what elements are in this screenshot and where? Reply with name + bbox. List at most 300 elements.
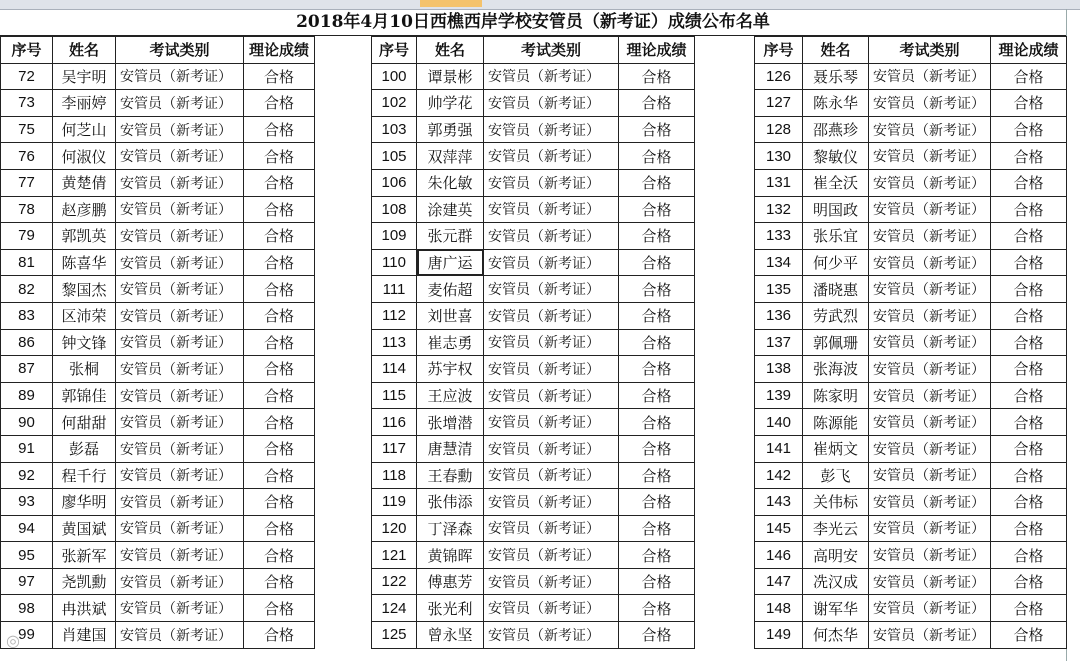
name-cell[interactable]: 张新军 [53, 542, 116, 569]
name-cell[interactable]: 冼汉成 [803, 568, 869, 595]
seq-cell[interactable]: 124 [372, 595, 417, 622]
seq-cell[interactable]: 95 [1, 542, 53, 569]
score-cell[interactable]: 合格 [619, 276, 695, 303]
type-cell[interactable]: 安管员（新考证） [869, 409, 991, 436]
seq-cell[interactable]: 99 [1, 622, 53, 649]
seq-cell[interactable]: 82 [1, 276, 53, 303]
table-row [372, 542, 695, 569]
seq-header[interactable]: 序号 [1, 37, 53, 64]
seq-cell[interactable]: 76 [1, 143, 53, 170]
name-header[interactable]: 姓名 [53, 37, 116, 64]
name-header[interactable]: 姓名 [417, 37, 484, 64]
score-cell[interactable]: 合格 [244, 462, 315, 489]
score-cell[interactable]: 合格 [991, 462, 1067, 489]
type-cell[interactable]: 安管员（新考证） [484, 568, 619, 595]
name-cell[interactable]: 赵彦鹏 [53, 196, 116, 223]
seq-cell[interactable]: 119 [372, 489, 417, 516]
seq-cell[interactable]: 111 [372, 276, 417, 303]
score-cell[interactable]: 合格 [619, 223, 695, 250]
seq-cell[interactable]: 108 [372, 196, 417, 223]
name-cell[interactable]: 陈喜华 [53, 249, 116, 276]
seq-cell[interactable]: 100 [372, 63, 417, 90]
score-cell[interactable]: 合格 [991, 223, 1067, 250]
name-cell[interactable]: 张伟添 [417, 489, 484, 516]
seq-cell[interactable]: 72 [1, 63, 53, 90]
seq-cell[interactable]: 128 [755, 116, 803, 143]
seq-cell[interactable]: 91 [1, 435, 53, 462]
score-cell[interactable]: 合格 [244, 249, 315, 276]
name-cell[interactable]: 李光云 [803, 515, 869, 542]
type-header[interactable]: 考试类别 [869, 37, 991, 64]
seq-cell[interactable]: 102 [372, 90, 417, 117]
score-header[interactable]: 理论成绩 [619, 37, 695, 64]
seq-cell[interactable]: 109 [372, 223, 417, 250]
score-cell[interactable]: 合格 [619, 435, 695, 462]
type-cell[interactable]: 安管员（新考证） [869, 329, 991, 356]
type-cell[interactable]: 安管员（新考证） [484, 515, 619, 542]
type-cell[interactable]: 安管员（新考证） [484, 542, 619, 569]
name-cell[interactable]: 程千行 [53, 462, 116, 489]
seq-cell[interactable]: 132 [755, 196, 803, 223]
score-cell[interactable]: 合格 [244, 489, 315, 516]
seq-cell[interactable]: 83 [1, 302, 53, 329]
score-cell[interactable]: 合格 [244, 622, 315, 649]
type-cell[interactable]: 安管员（新考证） [116, 595, 244, 622]
score-cell[interactable]: 合格 [991, 356, 1067, 383]
name-cell[interactable]: 廖华明 [53, 489, 116, 516]
seq-cell[interactable]: 75 [1, 116, 53, 143]
seq-cell[interactable]: 103 [372, 116, 417, 143]
score-header[interactable]: 理论成绩 [991, 37, 1067, 64]
seq-cell[interactable]: 86 [1, 329, 53, 356]
seq-cell[interactable]: 94 [1, 515, 53, 542]
name-cell[interactable]: 区沛荣 [53, 302, 116, 329]
name-cell[interactable]: 彭飞 [803, 462, 869, 489]
score-cell[interactable]: 合格 [244, 302, 315, 329]
score-cell[interactable]: 合格 [619, 568, 695, 595]
score-cell[interactable]: 合格 [991, 382, 1067, 409]
type-cell[interactable]: 安管员（新考证） [116, 329, 244, 356]
score-cell[interactable]: 合格 [244, 276, 315, 303]
seq-cell[interactable]: 133 [755, 223, 803, 250]
score-cell[interactable]: 合格 [619, 409, 695, 436]
name-cell[interactable]: 吴宇明 [53, 63, 116, 90]
name-cell[interactable]: 张乐宜 [803, 223, 869, 250]
score-cell[interactable]: 合格 [619, 489, 695, 516]
type-cell[interactable]: 安管员（新考证） [869, 542, 991, 569]
name-cell[interactable]: 涂建英 [417, 196, 484, 223]
score-cell[interactable]: 合格 [991, 409, 1067, 436]
score-header[interactable]: 理论成绩 [244, 37, 315, 64]
score-cell[interactable]: 合格 [991, 169, 1067, 196]
name-cell[interactable]: 张海波 [803, 356, 869, 383]
score-cell[interactable]: 合格 [619, 302, 695, 329]
seq-cell[interactable]: 141 [755, 435, 803, 462]
type-header[interactable]: 考试类别 [116, 37, 244, 64]
name-cell[interactable]: 彭磊 [53, 435, 116, 462]
type-cell[interactable]: 安管员（新考证） [869, 90, 991, 117]
type-cell[interactable]: 安管员（新考证） [869, 568, 991, 595]
name-cell[interactable]: 陈源能 [803, 409, 869, 436]
table-row [1, 462, 315, 489]
score-cell[interactable]: 合格 [619, 595, 695, 622]
seq-cell[interactable]: 125 [372, 622, 417, 649]
score-cell[interactable]: 合格 [244, 382, 315, 409]
type-cell[interactable]: 安管员（新考证） [869, 489, 991, 516]
type-cell[interactable]: 安管员（新考证） [484, 435, 619, 462]
seq-cell[interactable]: 113 [372, 329, 417, 356]
name-cell[interactable]: 冉洪斌 [53, 595, 116, 622]
seq-cell[interactable]: 148 [755, 595, 803, 622]
type-cell[interactable]: 安管员（新考证） [116, 409, 244, 436]
type-cell[interactable]: 安管员（新考证） [484, 276, 619, 303]
seq-cell[interactable]: 87 [1, 356, 53, 383]
seq-header[interactable]: 序号 [755, 37, 803, 64]
score-cell[interactable]: 合格 [619, 356, 695, 383]
score-cell[interactable]: 合格 [991, 276, 1067, 303]
type-cell[interactable]: 安管员（新考证） [484, 116, 619, 143]
score-cell[interactable]: 合格 [991, 622, 1067, 649]
seq-cell[interactable]: 149 [755, 622, 803, 649]
score-cell[interactable]: 合格 [991, 542, 1067, 569]
table-row [755, 462, 1067, 489]
type-cell[interactable]: 安管员（新考证） [869, 63, 991, 90]
type-cell[interactable]: 安管员（新考证） [484, 63, 619, 90]
name-cell[interactable]: 黄国斌 [53, 515, 116, 542]
name-cell[interactable]: 何杰华 [803, 622, 869, 649]
name-cell[interactable]: 黄楚倩 [53, 169, 116, 196]
seq-cell[interactable]: 79 [1, 223, 53, 250]
name-cell[interactable]: 帅学花 [417, 90, 484, 117]
type-cell[interactable]: 安管员（新考证） [869, 249, 991, 276]
type-cell[interactable]: 安管员（新考证） [484, 409, 619, 436]
name-cell[interactable]: 郭锦佳 [53, 382, 116, 409]
type-cell[interactable]: 安管员（新考证） [869, 223, 991, 250]
type-cell[interactable]: 安管员（新考证） [116, 143, 244, 170]
type-cell[interactable]: 安管员（新考证） [484, 329, 619, 356]
score-cell[interactable]: 合格 [991, 116, 1067, 143]
score-cell[interactable]: 合格 [619, 169, 695, 196]
type-cell[interactable]: 安管员（新考证） [116, 169, 244, 196]
type-cell[interactable]: 安管员（新考证） [869, 302, 991, 329]
type-cell[interactable]: 安管员（新考证） [869, 595, 991, 622]
name-cell[interactable]: 曾永坚 [417, 622, 484, 649]
name-cell[interactable]: 何少平 [803, 249, 869, 276]
score-cell[interactable]: 合格 [991, 302, 1067, 329]
seq-cell[interactable]: 116 [372, 409, 417, 436]
name-cell[interactable]: 聂乐琴 [803, 63, 869, 90]
name-cell[interactable]: 张元群 [417, 223, 484, 250]
score-cell[interactable]: 合格 [619, 515, 695, 542]
seq-header[interactable]: 序号 [372, 37, 417, 64]
type-cell[interactable]: 安管员（新考证） [116, 489, 244, 516]
score-cell[interactable]: 合格 [619, 542, 695, 569]
name-cell[interactable]: 张光利 [417, 595, 484, 622]
type-cell[interactable]: 安管员（新考证） [484, 196, 619, 223]
table-row [1, 302, 315, 329]
seq-cell[interactable]: 117 [372, 435, 417, 462]
seq-cell[interactable]: 142 [755, 462, 803, 489]
type-cell[interactable]: 安管员（新考证） [869, 169, 991, 196]
score-cell[interactable]: 合格 [244, 169, 315, 196]
table-row [1, 276, 315, 303]
type-cell[interactable]: 安管员（新考证） [484, 595, 619, 622]
score-cell[interactable]: 合格 [244, 568, 315, 595]
seq-cell[interactable]: 106 [372, 169, 417, 196]
table-row [372, 622, 695, 649]
seq-cell[interactable]: 90 [1, 409, 53, 436]
type-cell[interactable]: 安管员（新考证） [869, 356, 991, 383]
name-cell[interactable]: 尧凯勳 [53, 568, 116, 595]
name-cell[interactable]: 丁泽森 [417, 515, 484, 542]
name-cell[interactable]: 崔炳文 [803, 435, 869, 462]
type-cell[interactable]: 安管员（新考证） [116, 90, 244, 117]
score-cell[interactable]: 合格 [991, 435, 1067, 462]
name-cell[interactable]: 唐慧清 [417, 435, 484, 462]
score-cell[interactable]: 合格 [619, 622, 695, 649]
score-cell[interactable]: 合格 [991, 329, 1067, 356]
type-cell[interactable]: 安管员（新考证） [116, 356, 244, 383]
type-cell[interactable]: 安管员（新考证） [869, 435, 991, 462]
name-cell[interactable]: 张增潜 [417, 409, 484, 436]
seq-cell[interactable]: 92 [1, 462, 53, 489]
name-cell[interactable]: 何芝山 [53, 116, 116, 143]
type-cell[interactable]: 安管员（新考证） [869, 622, 991, 649]
score-cell[interactable]: 合格 [244, 542, 315, 569]
type-cell[interactable]: 安管员（新考证） [869, 382, 991, 409]
type-cell[interactable]: 安管员（新考证） [116, 435, 244, 462]
seq-cell[interactable]: 77 [1, 169, 53, 196]
score-cell[interactable]: 合格 [619, 462, 695, 489]
type-cell[interactable]: 安管员（新考证） [116, 382, 244, 409]
seq-cell[interactable]: 126 [755, 63, 803, 90]
name-cell[interactable]: 王应波 [417, 382, 484, 409]
type-cell[interactable]: 安管员（新考证） [116, 223, 244, 250]
type-cell[interactable]: 安管员（新考证） [116, 63, 244, 90]
type-cell[interactable]: 安管员（新考证） [869, 276, 991, 303]
score-cell[interactable]: 合格 [991, 515, 1067, 542]
type-cell[interactable]: 安管员（新考证） [484, 90, 619, 117]
type-cell[interactable]: 安管员（新考证） [484, 302, 619, 329]
seq-cell[interactable]: 131 [755, 169, 803, 196]
type-cell[interactable]: 安管员（新考证） [484, 356, 619, 383]
seq-cell[interactable]: 138 [755, 356, 803, 383]
name-cell[interactable]: 傅惠芳 [417, 568, 484, 595]
seq-cell[interactable]: 73 [1, 90, 53, 117]
type-cell[interactable]: 安管员（新考证） [116, 622, 244, 649]
table-row [755, 169, 1067, 196]
score-cell[interactable]: 合格 [244, 116, 315, 143]
table-row [372, 90, 695, 117]
type-cell[interactable]: 安管员（新考证） [869, 515, 991, 542]
seq-cell[interactable]: 143 [755, 489, 803, 516]
name-cell[interactable]: 黄锦晖 [417, 542, 484, 569]
seq-cell[interactable]: 130 [755, 143, 803, 170]
score-cell[interactable]: 合格 [991, 595, 1067, 622]
name-cell[interactable]: 郭佩珊 [803, 329, 869, 356]
score-cell[interactable]: 合格 [244, 196, 315, 223]
name-cell[interactable]: 郭勇强 [417, 116, 484, 143]
table-row [1, 169, 315, 196]
seq-cell[interactable]: 78 [1, 196, 53, 223]
score-cell[interactable]: 合格 [619, 143, 695, 170]
table-row [1, 329, 315, 356]
score-cell[interactable]: 合格 [244, 329, 315, 356]
score-cell[interactable]: 合格 [244, 143, 315, 170]
table-row [1, 515, 315, 542]
type-cell[interactable]: 安管员（新考证） [484, 223, 619, 250]
score-cell[interactable]: 合格 [244, 90, 315, 117]
name-cell[interactable]: 张桐 [53, 356, 116, 383]
score-cell[interactable]: 合格 [619, 382, 695, 409]
score-cell[interactable]: 合格 [619, 329, 695, 356]
seq-cell[interactable]: 121 [372, 542, 417, 569]
table-row [755, 116, 1067, 143]
name-cell[interactable]: 李丽婷 [53, 90, 116, 117]
seq-cell[interactable]: 136 [755, 302, 803, 329]
type-cell[interactable]: 安管员（新考证） [869, 143, 991, 170]
type-cell[interactable]: 安管员（新考证） [869, 196, 991, 223]
type-header[interactable]: 考试类别 [484, 37, 619, 64]
score-cell[interactable]: 合格 [991, 249, 1067, 276]
name-cell[interactable]: 黎敏仪 [803, 143, 869, 170]
type-cell[interactable]: 安管员（新考证） [116, 462, 244, 489]
name-cell[interactable]: 麦佑超 [417, 276, 484, 303]
seq-cell[interactable]: 112 [372, 302, 417, 329]
type-cell[interactable]: 安管员（新考证） [116, 568, 244, 595]
name-header[interactable]: 姓名 [803, 37, 869, 64]
table-row [755, 356, 1067, 383]
score-cell[interactable]: 合格 [991, 63, 1067, 90]
watermark-icon: ◎ [6, 631, 20, 650]
name-cell[interactable]: 潘晓惠 [803, 276, 869, 303]
table-row [372, 356, 695, 383]
score-cell[interactable]: 合格 [619, 90, 695, 117]
type-cell[interactable]: 安管员（新考证） [484, 169, 619, 196]
name-cell[interactable]: 陈家明 [803, 382, 869, 409]
seq-cell[interactable]: 137 [755, 329, 803, 356]
name-cell[interactable]: 谭景彬 [417, 63, 484, 90]
seq-cell[interactable]: 110 [372, 249, 417, 276]
type-cell[interactable]: 安管员（新考证） [116, 116, 244, 143]
seq-cell[interactable]: 105 [372, 143, 417, 170]
name-cell[interactable]: 明国政 [803, 196, 869, 223]
score-cell[interactable]: 合格 [244, 595, 315, 622]
name-cell[interactable]: 钟文锋 [53, 329, 116, 356]
score-cell[interactable]: 合格 [991, 568, 1067, 595]
type-cell[interactable]: 安管员（新考证） [869, 116, 991, 143]
seq-cell[interactable]: 140 [755, 409, 803, 436]
score-cell[interactable]: 合格 [244, 409, 315, 436]
name-cell[interactable]: 刘世喜 [417, 302, 484, 329]
seq-cell[interactable]: 115 [372, 382, 417, 409]
table-row [372, 143, 695, 170]
name-cell[interactable]: 王春勳 [417, 462, 484, 489]
type-cell[interactable]: 安管员（新考证） [869, 462, 991, 489]
seq-cell[interactable]: 134 [755, 249, 803, 276]
table-row [755, 382, 1067, 409]
type-cell[interactable]: 安管员（新考证） [484, 382, 619, 409]
type-cell[interactable]: 安管员（新考证） [116, 515, 244, 542]
name-cell[interactable]: 邵燕珍 [803, 116, 869, 143]
header-row [1, 37, 315, 64]
type-cell[interactable]: 安管员（新考证） [484, 489, 619, 516]
name-cell[interactable]: 崔全沃 [803, 169, 869, 196]
table-row [372, 276, 695, 303]
score-cell[interactable]: 合格 [619, 249, 695, 276]
seq-cell[interactable]: 97 [1, 568, 53, 595]
seq-cell[interactable]: 139 [755, 382, 803, 409]
type-cell[interactable]: 安管员（新考证） [484, 143, 619, 170]
name-cell[interactable]: 谢军华 [803, 595, 869, 622]
seq-cell[interactable]: 145 [755, 515, 803, 542]
type-cell[interactable]: 安管员（新考证） [116, 276, 244, 303]
table-row [1, 595, 315, 622]
name-cell[interactable]: 何甜甜 [53, 409, 116, 436]
name-cell[interactable]: 崔志勇 [417, 329, 484, 356]
name-cell[interactable]: 肖建国 [53, 622, 116, 649]
spreadsheet-grid[interactable] [0, 9, 1080, 661]
type-cell[interactable]: 安管员（新考证） [116, 196, 244, 223]
seq-cell[interactable]: 146 [755, 542, 803, 569]
name-cell[interactable]: 何淑仪 [53, 143, 116, 170]
seq-cell[interactable]: 93 [1, 489, 53, 516]
score-cell[interactable]: 合格 [244, 435, 315, 462]
name-cell[interactable]: 朱化敏 [417, 169, 484, 196]
score-cell[interactable]: 合格 [619, 63, 695, 90]
type-cell[interactable]: 安管员（新考证） [484, 462, 619, 489]
table-row [755, 595, 1067, 622]
type-cell[interactable]: 安管员（新考证） [116, 249, 244, 276]
name-cell[interactable]: 唐广运 [417, 249, 484, 276]
seq-cell[interactable]: 114 [372, 356, 417, 383]
type-cell[interactable]: 安管员（新考证） [116, 542, 244, 569]
seq-cell[interactable]: 98 [1, 595, 53, 622]
name-cell[interactable]: 陈永华 [803, 90, 869, 117]
seq-cell[interactable]: 118 [372, 462, 417, 489]
name-cell[interactable]: 高明安 [803, 542, 869, 569]
name-cell[interactable]: 双萍萍 [417, 143, 484, 170]
score-cell[interactable]: 合格 [991, 196, 1067, 223]
score-cell[interactable]: 合格 [619, 196, 695, 223]
seq-cell[interactable]: 147 [755, 568, 803, 595]
table-row [372, 382, 695, 409]
seq-cell[interactable]: 81 [1, 249, 53, 276]
type-cell[interactable]: 安管员（新考证） [116, 302, 244, 329]
score-cell[interactable]: 合格 [991, 489, 1067, 516]
score-cell[interactable]: 合格 [244, 63, 315, 90]
type-cell[interactable]: 安管员（新考证） [484, 249, 619, 276]
score-cell[interactable]: 合格 [991, 90, 1067, 117]
score-cell[interactable]: 合格 [991, 143, 1067, 170]
seq-cell[interactable]: 120 [372, 515, 417, 542]
seq-cell[interactable]: 135 [755, 276, 803, 303]
name-cell[interactable]: 关伟标 [803, 489, 869, 516]
seq-cell[interactable]: 127 [755, 90, 803, 117]
score-cell[interactable]: 合格 [619, 116, 695, 143]
name-cell[interactable]: 郭凯英 [53, 223, 116, 250]
seq-cell[interactable]: 89 [1, 382, 53, 409]
score-cell[interactable]: 合格 [244, 223, 315, 250]
name-cell[interactable]: 苏宇权 [417, 356, 484, 383]
score-cell[interactable]: 合格 [244, 356, 315, 383]
table-row [1, 435, 315, 462]
name-cell[interactable]: 黎国杰 [53, 276, 116, 303]
type-cell[interactable]: 安管员（新考证） [484, 622, 619, 649]
score-cell[interactable]: 合格 [244, 515, 315, 542]
seq-cell[interactable]: 122 [372, 568, 417, 595]
name-cell[interactable]: 劳武烈 [803, 302, 869, 329]
